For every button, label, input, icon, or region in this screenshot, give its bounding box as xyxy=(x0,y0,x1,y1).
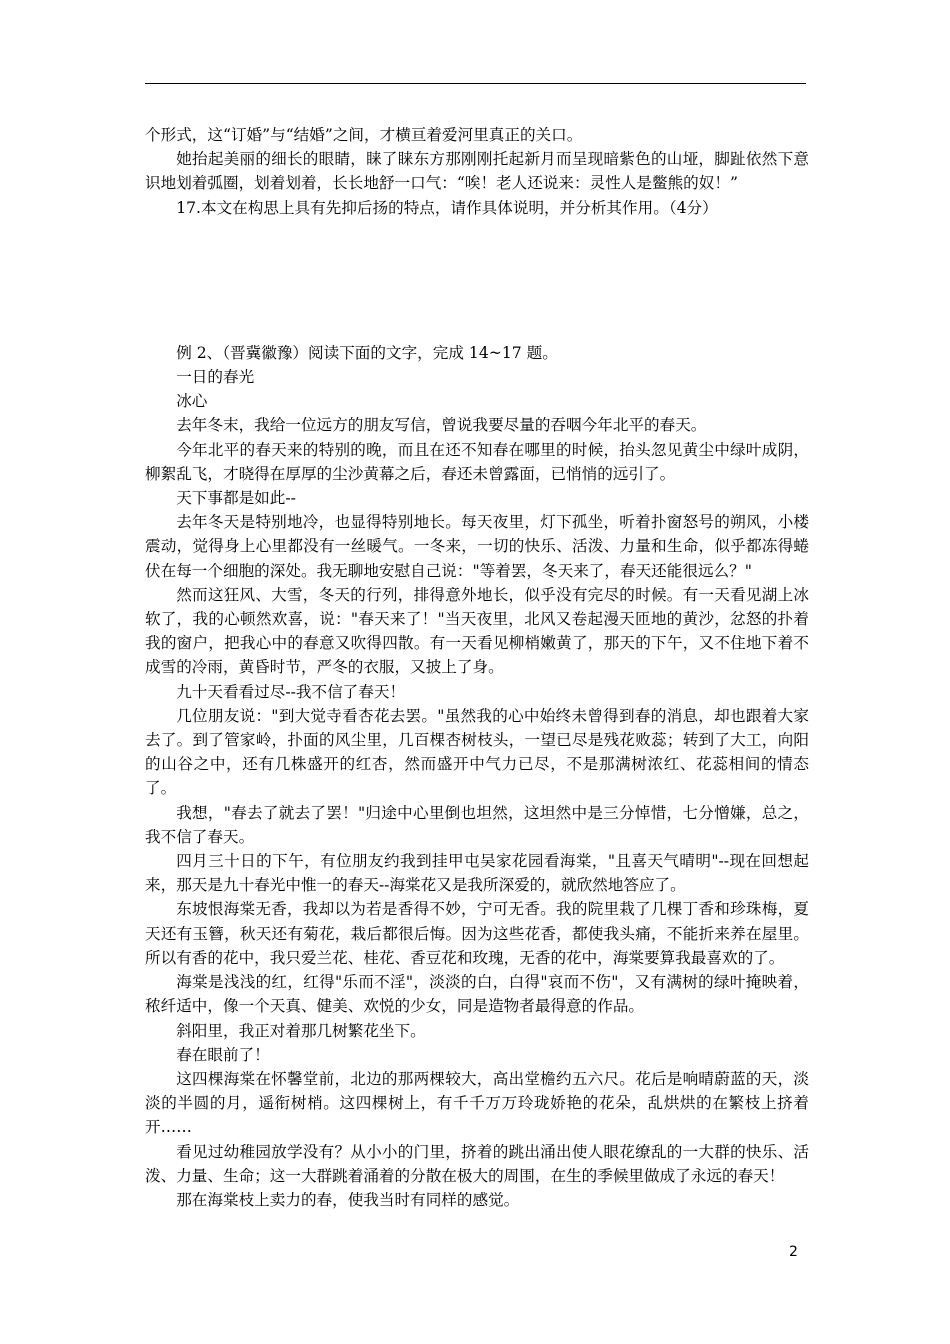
paragraph: 我想，"春去了就去了罢！"归途中心里倒也坦然，这坦然中是三分悼惜，七分憎嫌，总之，我不信了春天。 xyxy=(145,803,809,846)
paragraph: 去年冬末，我给一位远方的朋友写信，曾说我要尽量的吞咽今年北平的春天。 xyxy=(176,416,707,435)
paragraph: 今年北平的春天来的特别的晚，而且在还不知春在哪里的时候，抬头忽见黄尘中绿叶成阴，柳絮乱飞，才晓得在厚厚的尘沙黄幕之后，春还未曾露面，已悄悄的远引了。 xyxy=(145,440,809,483)
paragraph: 海棠是浅浅的红，红得"乐而不淫"，淡淡的白，白得"哀而不伤"，又有满树的绿叶掩映着，秾纤适中，像一个天真、健美、欢悦的少女，同是造物者最得意的作品。 xyxy=(145,973,809,1016)
page-number: 2 xyxy=(789,1244,798,1260)
article-title: 一日的春光 xyxy=(176,368,255,387)
article-author: 冰心 xyxy=(176,392,208,411)
paragraph: 看见过幼稚园放学没有？从小小的门里，挤着的跳出涌出使人眼花缭乱的一大群的快乐、活泼、力量、生命；这一大群跳着涌着的分散在极大的周围，在生的季候里做成了永远的春天！ xyxy=(145,1142,809,1185)
paragraph: 四月三十日的下午，有位朋友约我到挂甲屯吴家花园看海棠，"且喜天气晴明"--现在回想起来，那天是九十春光中惟一的春天--海棠花又是我所深爱的，就欣然地答应了。 xyxy=(145,852,809,895)
document-body xyxy=(145,123,809,1212)
paragraph: 天下事都是如此-- xyxy=(176,489,296,508)
paragraph: 然而这狂风、大雪，冬天的行列，排得意外地长，似乎没有完尽的时候。有一天看见湖上冰软了，我的心顿然欢喜，说："春天来了！"当天夜里，北风又卷起漫天匝地的黄沙，忿怒的扑着我的窗户，把我心中的春意又吹得四散。有一天看见柳梢嫩黄了，那天的下午，又不住地下着不成雪的冷雨，黄昏时节，严冬的衣服，又披上了身。 xyxy=(145,585,809,677)
example-heading: 例 2、（晋冀徽豫）阅读下面的文字，完成 14~17 题。 xyxy=(176,343,558,362)
header-rule xyxy=(145,83,806,84)
paragraph: 这四棵海棠在怀馨堂前，北边的那两棵较大，高出堂檐约五六尺。花后是响晴蔚蓝的天，淡淡的半圆的月，遥衔树梢。这四棵树上，有千千万万玲珑娇艳的花朵，乱烘烘的在繁枝上挤着开…… xyxy=(145,1069,809,1137)
paragraph: 她抬起美丽的细长的眼睛，睐了睐东方那刚刚托起新月而呈现暗紫色的山垭，脚趾依然下意识地划着弧圈，划着划着，长长地舒一口气：“唉！老人还说来：灵性人是鳖熊的奴！” xyxy=(145,150,809,193)
paragraph: 去年冬天是特别地冷，也显得特别地长。每天夜里，灯下孤坐，听着扑窗怒号的朔风，小楼震动，觉得身上心里都没有一丝暖气。一冬来，一切的快乐、活泼、力量和生命，似乎都冻得蜷伏在每一个细胞的深处。我无聊地安慰自己说："等着罢，冬天来了，春天还能很远么？" xyxy=(145,513,809,580)
question-17: 17.本文在构思上具有先抑后扬的特点，请作具体说明，并分析其作用。（4分） xyxy=(176,198,718,217)
paragraph: 九十天看看过尽--我不信了春天！ xyxy=(176,682,406,701)
answer-space xyxy=(145,220,809,341)
paragraph: 东坡恨海棠无香，我却以为若是香得不妙，宁可无香。我的院里栽了几棵丁香和珍珠梅，夏天还有玉簪，秋天还有菊花，栽后都很后悔。因为这些花香，都使我头痛，不能折来养在屋里。所以有香的花中，我只爱兰花、桂花、香豆花和玫瑰，无香的花中，海棠要算我最喜欢的了。 xyxy=(145,900,809,967)
paragraph: 那在海棠枝上卖力的春，使我当时有同样的感觉。 xyxy=(176,1190,520,1209)
paragraph: 几位朋友说："到大觉寺看杏花去罢。"虽然我的心中始终未曾得到春的消息，却也跟着大家去了。到了管家岭，扑面的风尘里，几百棵杏树枝头，一望已尽是残花败蕊；转到了大工，向阳的山谷之中，还有几株盛开的红杏，然而盛开中气力已尽，不是那满树浓红、花蕊相间的情态了。 xyxy=(145,706,809,798)
paragraph: 斜阳里，我正对着那几树繁花坐下。 xyxy=(176,1021,426,1040)
paragraph: 春在眼前了！ xyxy=(176,1045,270,1064)
paragraph: 个形式，这“订婚”与“结婚”之间，才横亘着爱河里真正的关口。 xyxy=(145,126,583,144)
